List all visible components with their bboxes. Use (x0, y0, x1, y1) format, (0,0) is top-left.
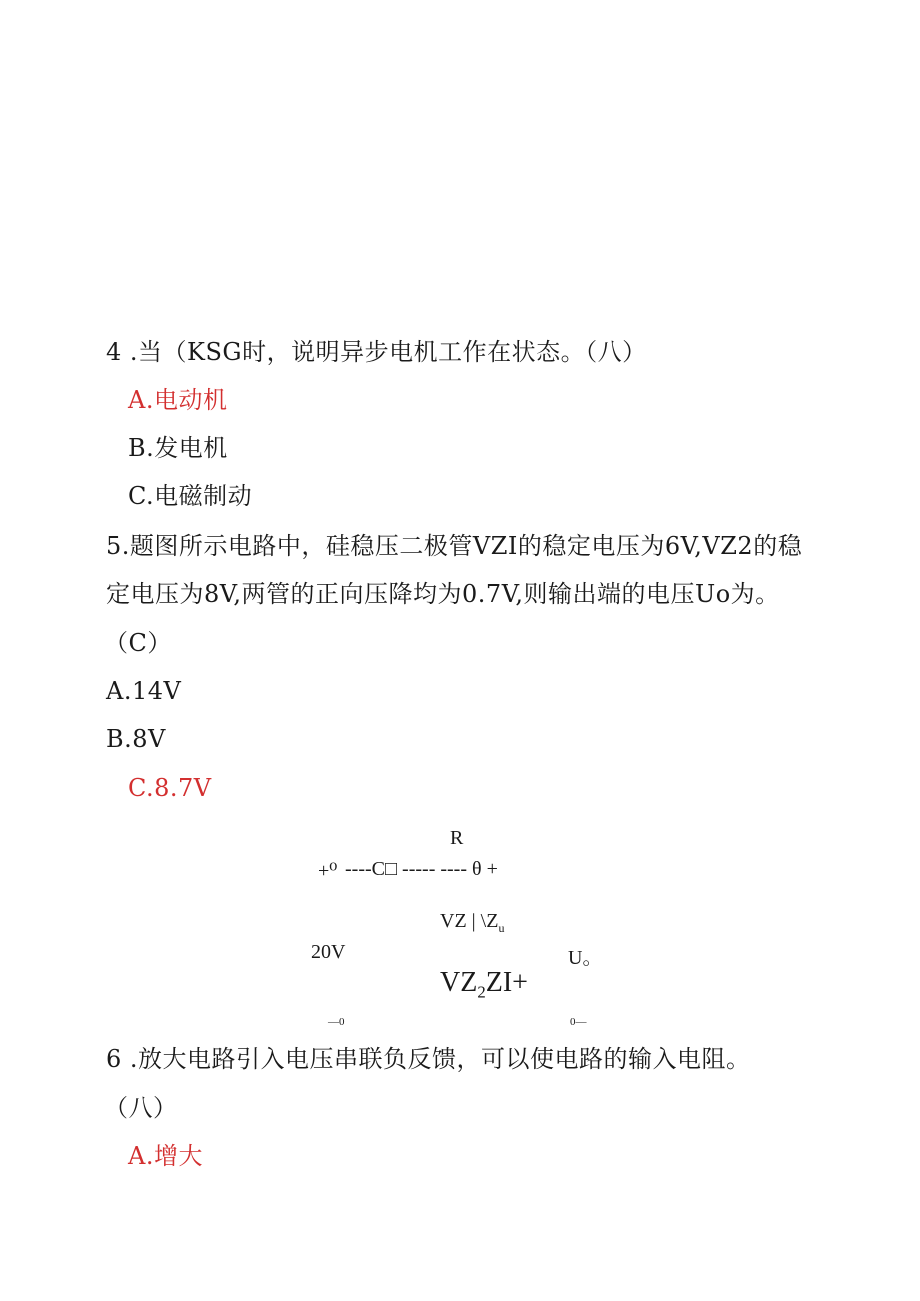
resistor-label: R (450, 827, 464, 849)
question-4-stem: 4 .当（KSG时，说明异步电机工作在状态。（八） (106, 338, 647, 366)
diode-1-label-text: VZ | \Z (440, 910, 499, 932)
question-5-option-b: B.8V (106, 725, 166, 753)
diode-2-label-sub: 2 (477, 982, 486, 1002)
question-4-option-b: B.发电机 (128, 434, 228, 462)
bottom-left-terminal: —0 (328, 1016, 345, 1028)
diode-2-label (440, 967, 528, 1003)
bottom-right-terminal: 0— (570, 1016, 587, 1028)
question-6-stem: 6 .放大电路引入电压串联负反馈，可以使电路的输入电阻。 (106, 1045, 751, 1073)
question-5-stem-line-1: 5.题图所示电路中，硅稳压二极管VZI的稳定电压为6V,VZ2的稳 (106, 532, 803, 560)
question-4-option-a: A.电动机 (128, 386, 228, 414)
question-5-stem-line-2: 定电压为8V,两管的正向压降均为0.7V,则输出端的电压Uo为。 (106, 580, 780, 608)
question-5-option-a: A.14V (106, 677, 182, 705)
diode-2-label-main: VZ (440, 967, 478, 998)
top-left-terminal: +⁰ (318, 860, 338, 882)
diode-1-label-sub: u (498, 921, 505, 935)
question-5-answer: （C） (104, 629, 172, 657)
question-6-option-a: A.增大 (128, 1142, 203, 1170)
output-voltage-label: U。 (568, 947, 603, 969)
question-6-answer: （八） (104, 1094, 178, 1122)
question-5-option-c: C.8.7V (128, 774, 212, 802)
top-wire: ----C□ ----- ---- θ + (345, 858, 498, 880)
diode-2-label-rest: ZI+ (485, 967, 528, 998)
input-voltage: 20V (311, 941, 346, 963)
question-4-option-c: C.电磁制动 (128, 482, 253, 510)
diode-1-label (440, 910, 504, 936)
